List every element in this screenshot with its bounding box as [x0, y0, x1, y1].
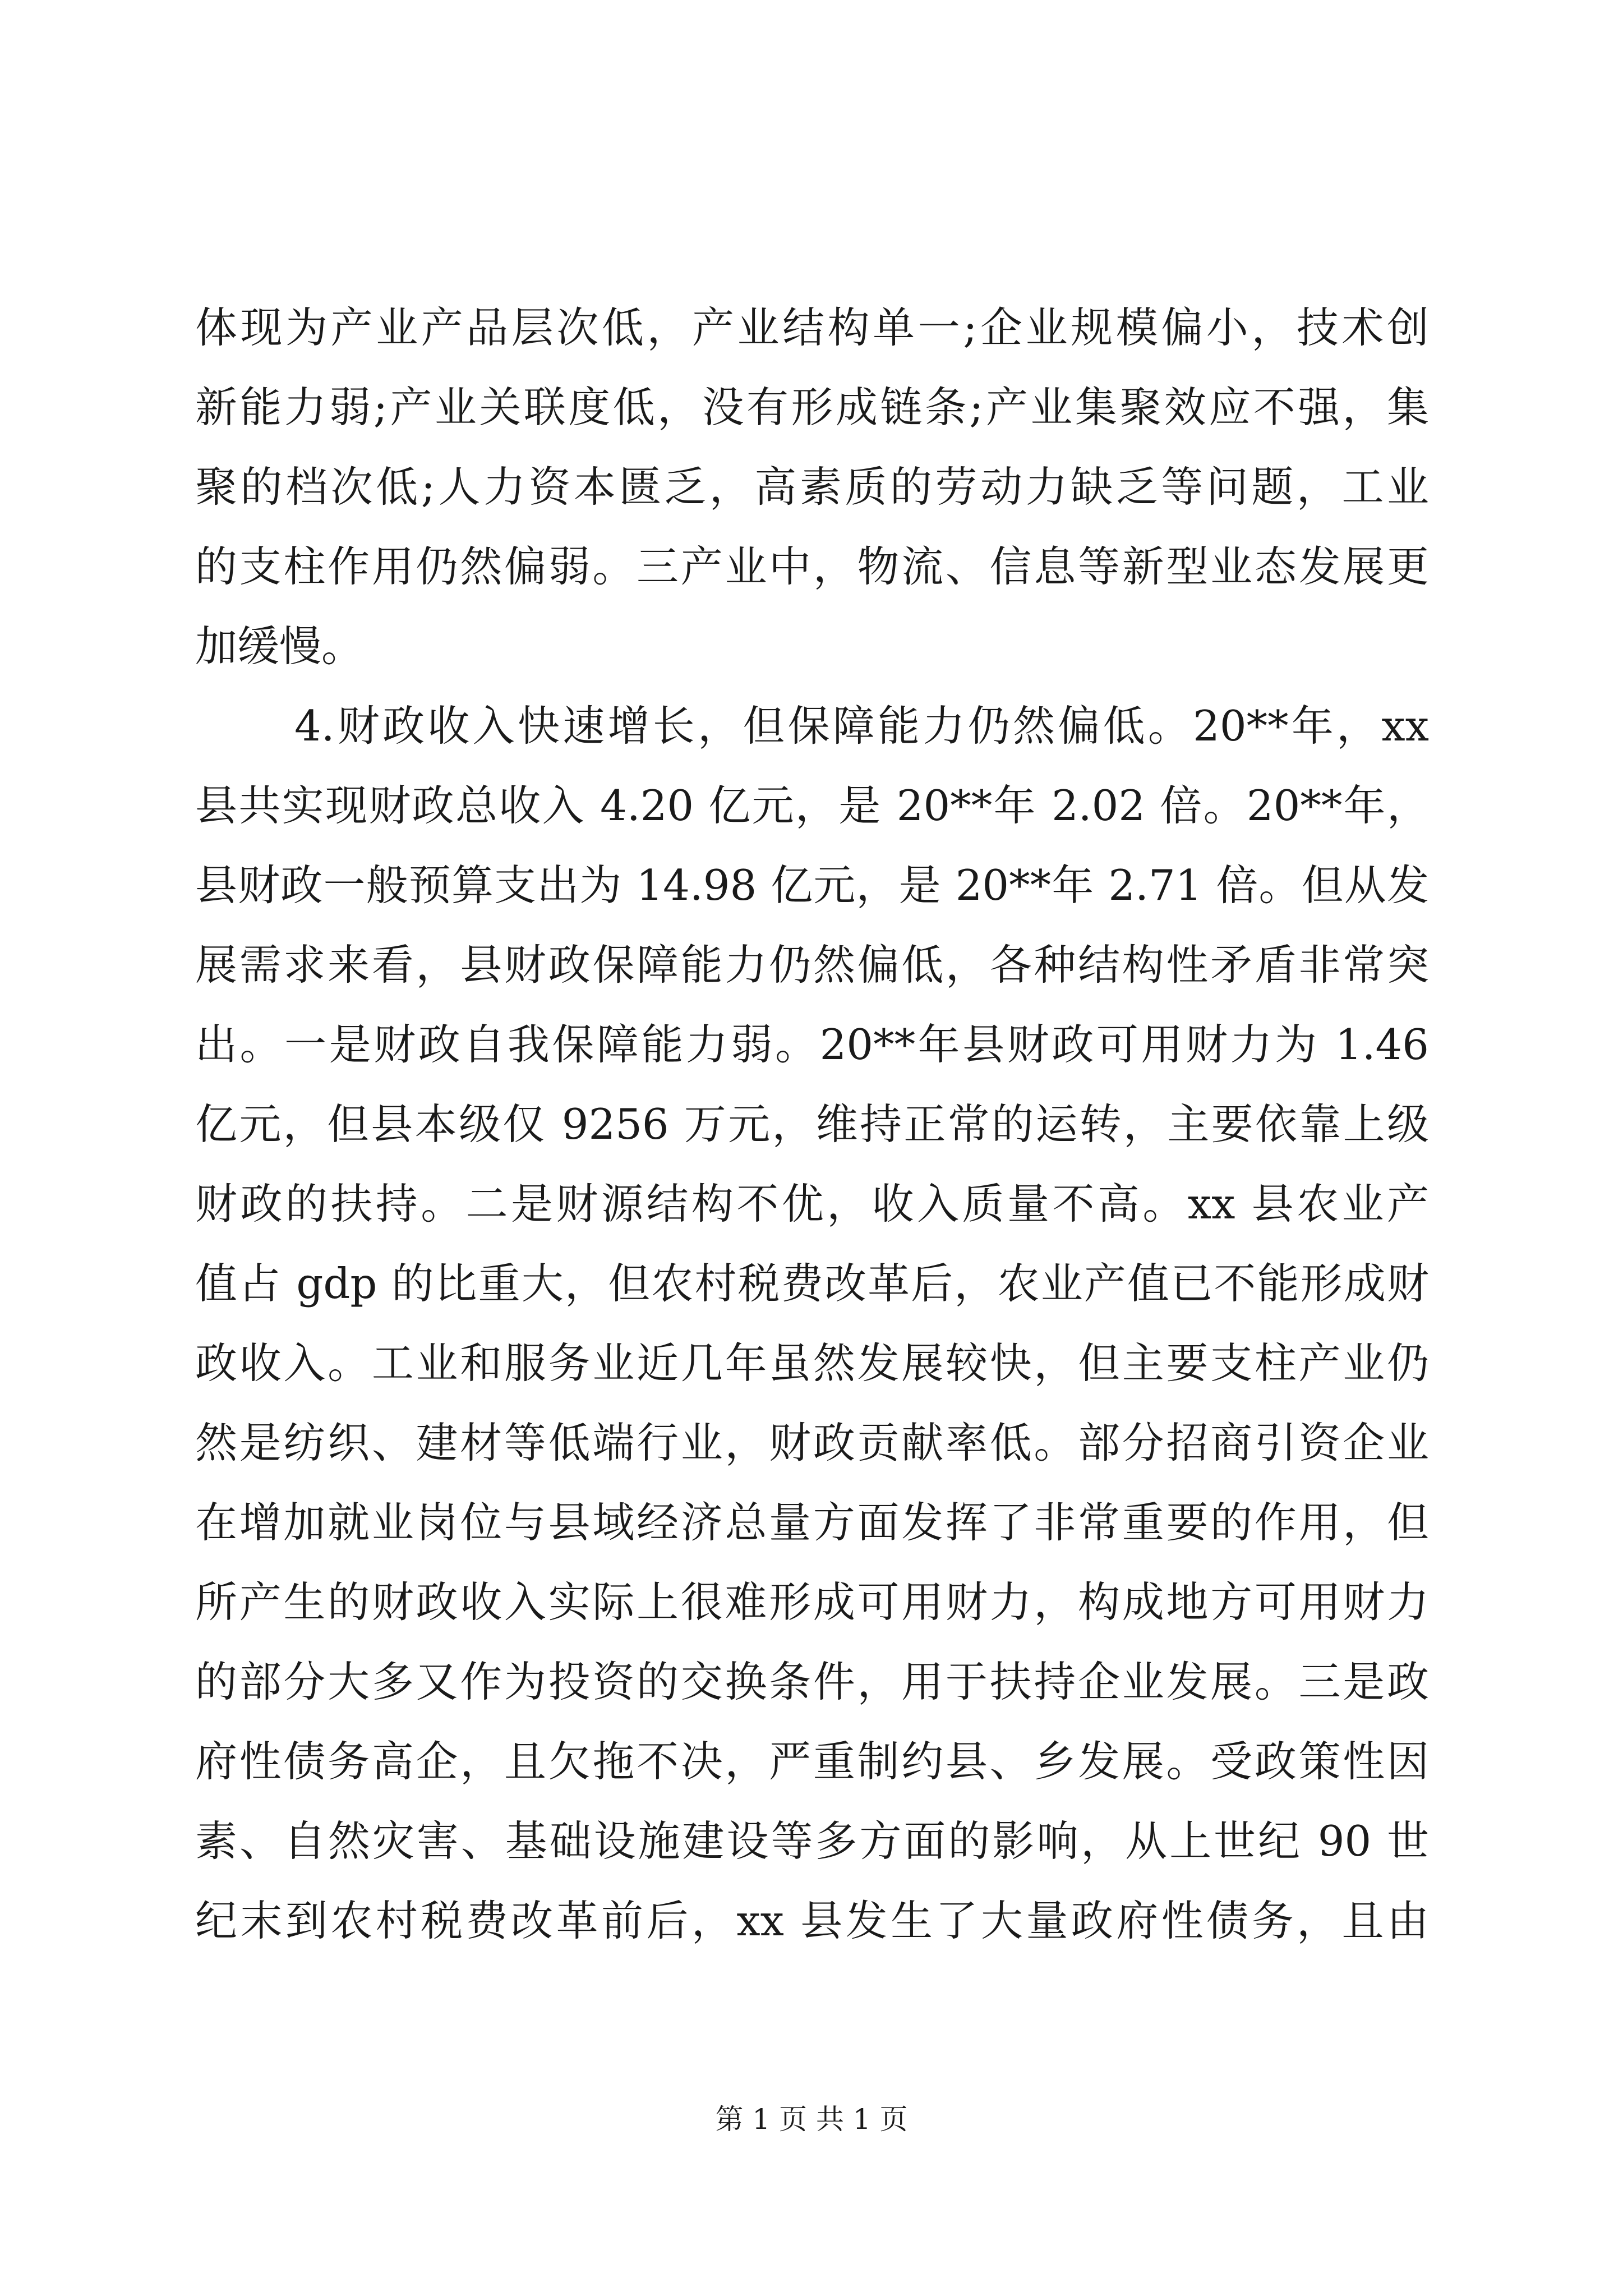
body-text-line: 然是纺织、建材等低端行业，财政贡献率低。部分招商引资企业 [195, 1418, 1429, 1467]
body-text-line: 财政的扶持。二是财源结构不优，收入质量不高。xx 县农业产 [195, 1179, 1429, 1228]
body-text-line: 政收入。工业和服务业近几年虽然发展较快，但主要支柱产业仍 [195, 1338, 1429, 1388]
body-text-line: 府性债务高企，且欠拖不决，严重制约县、乡发展。受政策性因 [195, 1737, 1429, 1786]
body-text-line: 素、自然灾害、基础设施建设等多方面的影响，从上世纪 90 世 [195, 1816, 1429, 1866]
body-text-line: 的部分大多又作为投资的交换条件，用于扶持企业发展。三是政 [195, 1657, 1429, 1706]
body-text-line: 体现为产业产品层次低，产业结构单一;企业规模偏小，技术创 [195, 303, 1429, 352]
body-text-line: 纪末到农村税费改革前后，xx 县发生了大量政府性债务，且由 [195, 1896, 1429, 1945]
body-text-line: 县共实现财政总收入 4.20 亿元，是 20**年 2.02 倍。20**年， [195, 781, 1429, 830]
body-text-line: 所产生的财政收入实际上很难形成可用财力，构成地方可用财力 [195, 1577, 1429, 1627]
page-number-footer: 第 1 页 共 1 页 [715, 2103, 908, 2136]
body-text-line: 展需求来看，县财政保障能力仍然偏低，各种结构性矛盾非常突 [195, 940, 1429, 990]
paragraph-4-first-line: 4.财政收入快速增长，但保障能力仍然偏低。20**年，xx [294, 701, 1429, 751]
body-text-line: 亿元，但县本级仅 9256 万元，维持正常的运转，主要依靠上级 [195, 1099, 1429, 1149]
body-text-line: 出。一是财政自我保障能力弱。20**年县财政可用财力为 1.46 [195, 1020, 1429, 1069]
body-text-line: 县财政一般预算支出为 14.98 亿元，是 20**年 2.71 倍。但从发 [195, 861, 1429, 910]
body-text-line: 的支柱作用仍然偏弱。三产业中，物流、信息等新型业态发展更 [195, 542, 1429, 591]
body-text-line: 在增加就业岗位与县域经济总量方面发挥了非常重要的作用，但 [195, 1498, 1429, 1547]
body-text-line: 聚的档次低;人力资本匮乏，高素质的劳动力缺乏等问题，工业 [195, 462, 1429, 512]
body-text-line: 新能力弱;产业关联度低，没有形成链条;产业集聚效应不强，集 [195, 383, 1429, 432]
body-text-line: 值占 gdp 的比重大，但农村税费改革后，农业产值已不能形成财 [195, 1259, 1429, 1308]
body-text-line: 加缓慢。 [195, 622, 364, 671]
